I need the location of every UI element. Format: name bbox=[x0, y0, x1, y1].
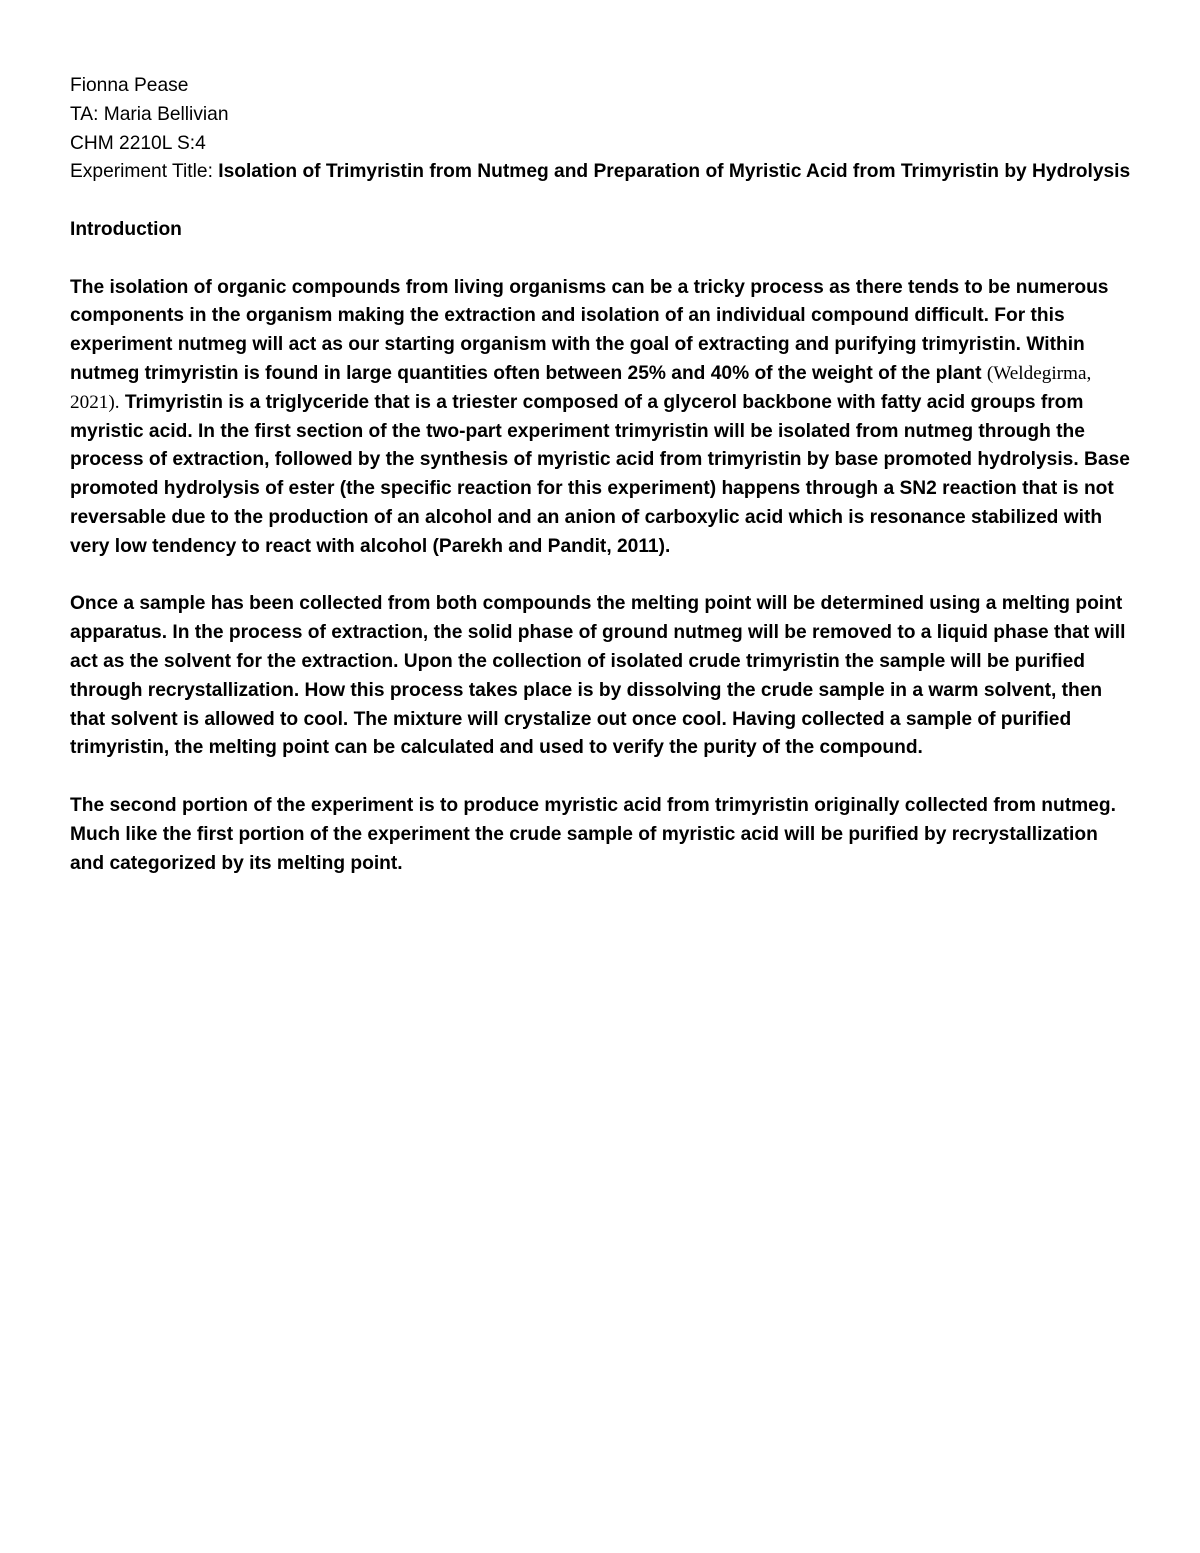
intro-paragraph-2: Once a sample has been collected from both compounds the melting point will be determined using a melting point apparatus. In the process of extraction, the solid phase of ground nutmeg will be removed to a liquid phase that will act as the solvent for the extraction. Upon the collection of isolated crude trimyristin the sample will be purified through recrystallization. How this process takes place is by dissolving the crude sample in a warm solvent, then that solvent is allowed to cool. The mixture will crystalize out once cool. Having collected a sample of purified trimyristin, the melting point can be calculated and used to verify the purity of the compound. bbox=[70, 593, 1126, 759]
intro-paragraph-1 bbox=[70, 274, 1135, 562]
spacer bbox=[70, 562, 1135, 591]
experiment-title-text: Isolation of Trimyristin from Nutmeg and Preparation of Myristic Acid from Trimyristin by Hydrolysis bbox=[218, 161, 1131, 183]
intro-p1-text-a: The isolation of organic compounds from living organisms can be a tricky process as there tends to be numerous components in the organism making the extraction and isolation of an individual compound difficult. For this experiment nutmeg will act as our starting organism with the goal of extracting and purifying trimyristin. Within nutmeg trimyristin is found in large quantities often between 25% and 40% of the weight of the plant bbox=[70, 276, 1109, 384]
course-section: CHM 2210L S:4 bbox=[70, 132, 206, 154]
spacer bbox=[70, 763, 1135, 792]
intro-paragraph-3: The second portion of the experiment is to produce myristic acid from trimyristin originally collected from nutmeg. Much like the first portion of the experiment the crude sample of myristic acid will be purified by recrystallization and categorized by its melting point. bbox=[70, 794, 1116, 874]
intro-p1-text-b: Trimyristin is a triglyceride that is a triester composed of a glycerol backbone with fatty acid groups from myristic acid. In the first section of the two-part experiment trimyristin will be isolated from nutmeg through the process of extraction, followed by the synthesis of myristic acid from trimyristin by base promoted hydrolysis. Base promoted hydrolysis of ester (the specific reaction for this experiment) happens through a SN2 reaction that is not reversable due to the production of an alcohol and an anion of carboxylic acid which is resonance stabilized with very low tendency to react with alcohol (Parekh and Pandit, 2011). bbox=[70, 391, 1130, 557]
ta-name: TA: Maria Bellivian bbox=[70, 103, 229, 125]
spacer bbox=[70, 245, 1135, 274]
author-name: Fionna Pease bbox=[70, 75, 189, 96]
spacer bbox=[70, 187, 1135, 216]
intro-p1-citation: (Weldegirma, 2021). bbox=[70, 362, 1092, 413]
experiment-title-label: Experiment Title: bbox=[70, 161, 219, 183]
document-body bbox=[70, 72, 1135, 878]
introduction-heading: Introduction bbox=[70, 218, 182, 240]
experiment-title bbox=[70, 158, 1135, 187]
